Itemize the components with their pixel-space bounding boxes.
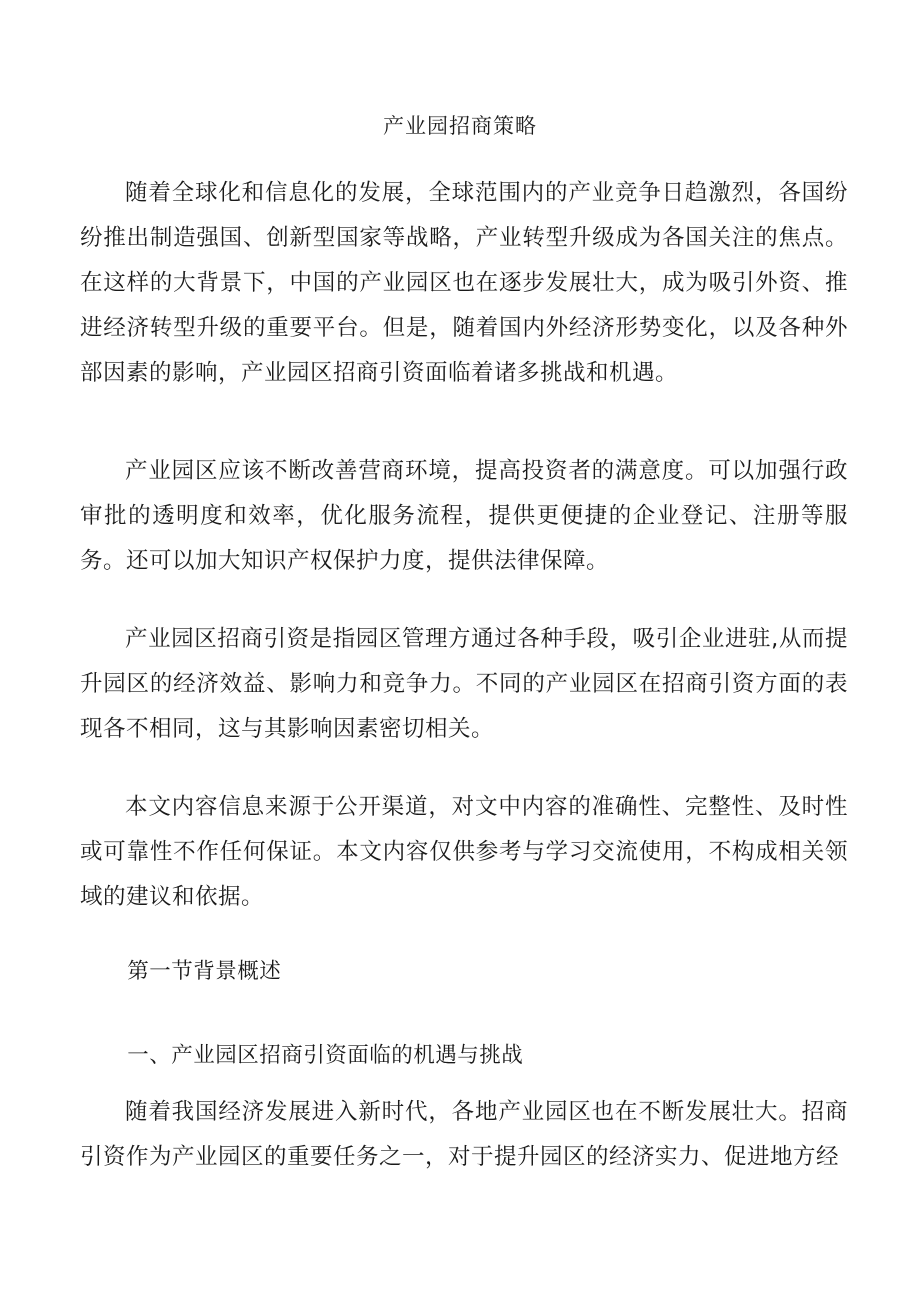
paragraph-disclaimer: 本文内容信息来源于公开渠道，对文中内容的准确性、完整性、及时性或可靠性不作任何保证。本文内容仅供参考与学习交流使用，不构成相关领域的建议和依据。 (80, 794, 848, 910)
paragraph-business-environment: 产业园区应该不断改善营商环境，提高投资者的满意度。可以加强行政审批的透明度和效率，优化服务流程，提供更便捷的企业登记、注册等服务。还可以加大知识产权保护力度，提供法律保障。 (80, 458, 848, 574)
document-title: 产业园招商策略 (383, 114, 537, 138)
section-heading: 第一节背景概述 (127, 959, 282, 984)
subsection-heading: 一、产业园区招商引资面临的机遇与挑战 (127, 1043, 524, 1068)
paragraph-investment-definition: 产业园区招商引资是指园区管理方通过各种手段，吸引企业进驻,从而提升园区的经济效益、影响力和竞争力。不同的产业园区在招商引资方面的表现各不相同，这与其影响因素密切相关。 (80, 626, 848, 742)
paragraph-section-body: 随着我国经济发展进入新时代，各地产业园区也在不断发展壮大。招商引资作为产业园区的重要任务之一，对于提升园区的经济实力、促进地方经 (80, 1099, 848, 1170)
paragraph-intro: 随着全球化和信息化的发展，全球范围内的产业竞争日趋激烈，各国纷纷推出制造强国、创新型国家等战略，产业转型升级成为各国关注的焦点。在这样的大背景下，中国的产业园区也在逐步发展壮大，成为吸引外资、推进经济转型升级的重要平台。但是，随着国内外经济形势变化，以及各种外部因素的影响，产业园区招商引资面临着诸多挑战和机遇。 (80, 180, 848, 386)
